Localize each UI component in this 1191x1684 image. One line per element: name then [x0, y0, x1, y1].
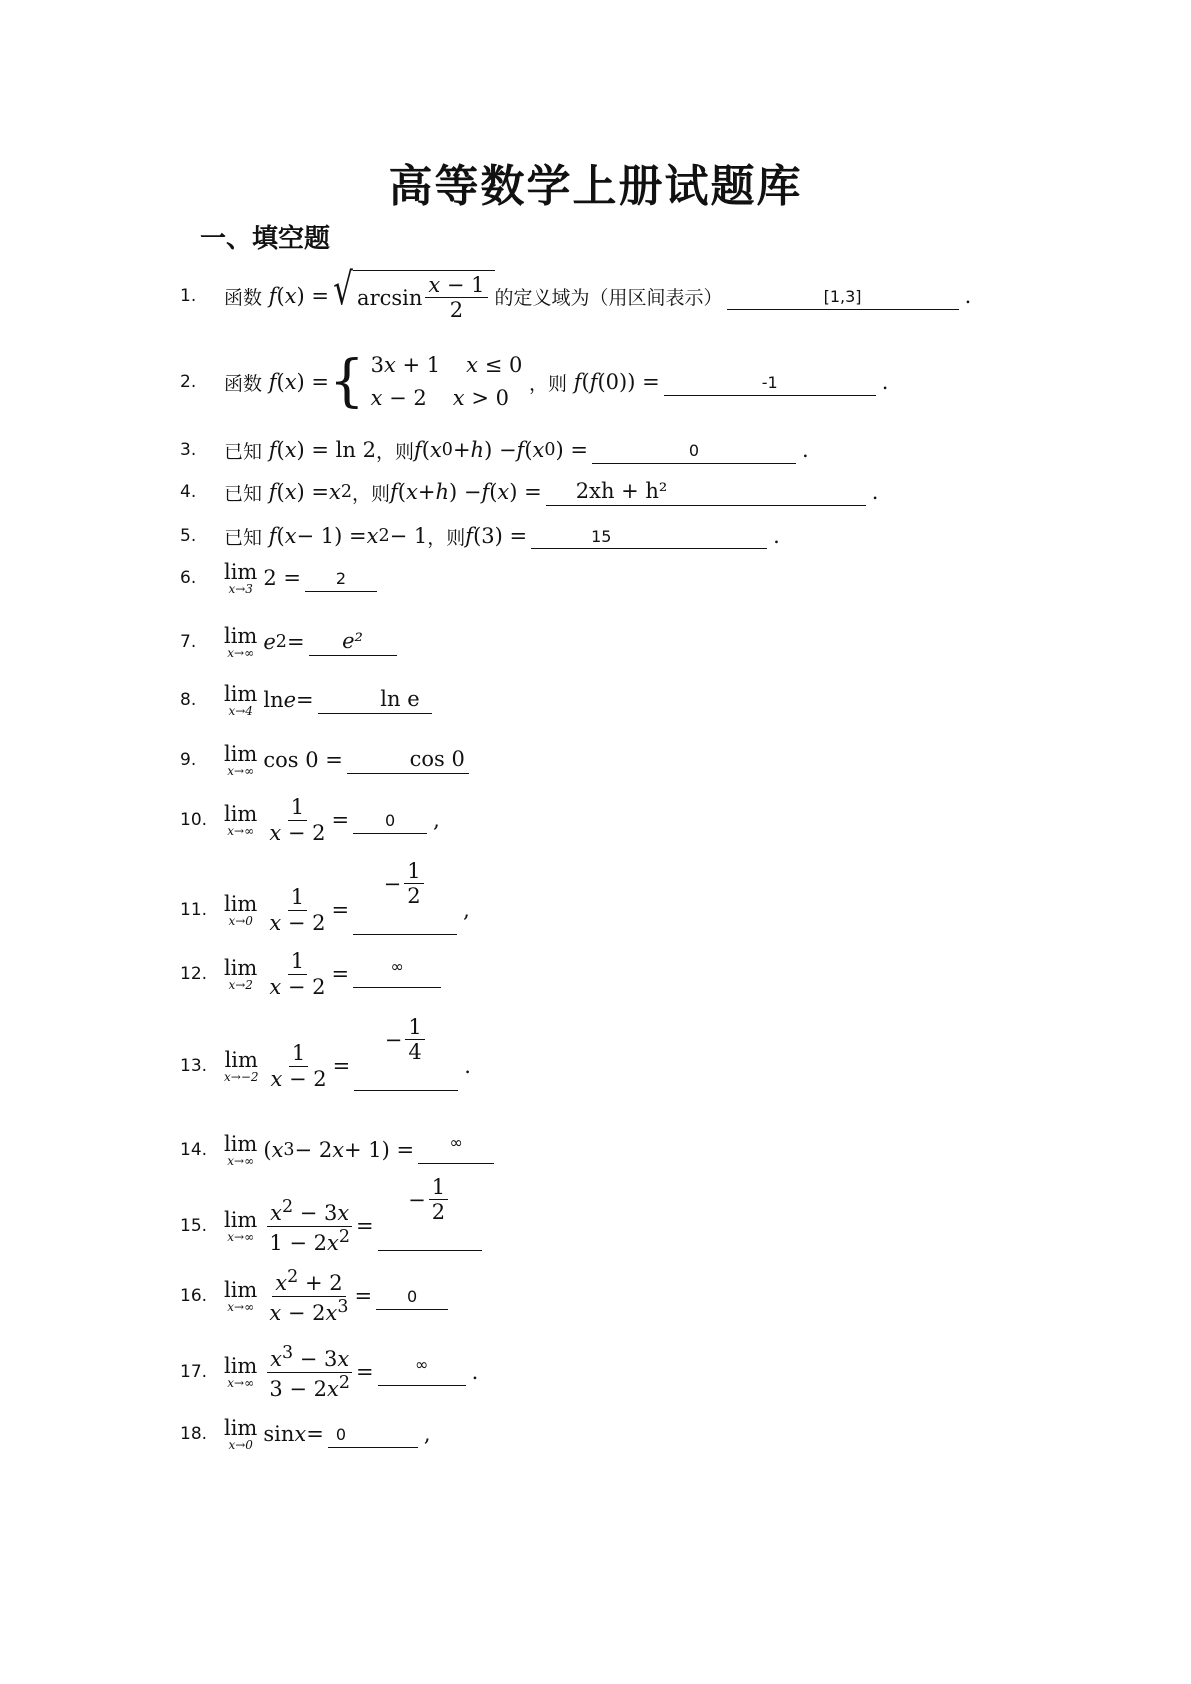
section-heading: 一、填空题 — [200, 224, 331, 254]
question-8: 8. lim x→4 ln e = ln e — [180, 670, 436, 730]
question-number: 8. — [180, 690, 197, 710]
answer-text: ∞ — [390, 956, 404, 976]
answer-numerator: 1 — [429, 1175, 448, 1200]
answer-blank[interactable] — [309, 629, 397, 656]
sqrt-expression: √ arcsin $\frac{x - 1}{2}$ — [329, 270, 495, 322]
answer-blank[interactable] — [546, 479, 866, 506]
answer-blank[interactable]: − $\frac{1}{2}$ — [353, 885, 457, 935]
answer-blank[interactable] — [378, 1354, 466, 1386]
answer-blank[interactable] — [318, 687, 432, 714]
question-number: 5. — [180, 526, 197, 546]
answer-text: ∞ — [449, 1132, 463, 1152]
question-number: 4. — [180, 482, 197, 502]
answer-blank[interactable] — [664, 369, 876, 396]
question-17: 17. lim x→∞ $\frac{x^3 - 3x}{3 - 2x^2}$ = ∞ . — [180, 1343, 479, 1401]
answer-blank[interactable]: − $\frac{1}{4}$ — [354, 1041, 458, 1091]
question-4: 4. 已知 f ( x ) = x 2 ，则 f ( x + h ) − f ( x ) = 2xh + h² . — [180, 478, 879, 505]
answer-text: 0 — [385, 810, 396, 830]
answer-blank[interactable] — [592, 437, 796, 464]
question-number: 2. — [180, 372, 197, 392]
question-number: 14. — [180, 1140, 208, 1160]
question-number: 10. — [180, 810, 208, 830]
answer-text: e² — [342, 628, 363, 653]
answer-denominator: 4 — [408, 1040, 422, 1064]
question-number: 7. — [180, 632, 197, 652]
answer-text: 15 — [591, 527, 612, 546]
question-1: 1. 函数 f ( x ) = √ arcsin $\frac{x - 1}{2}$ 的定义域为（用区间表示） [1,3] . — [180, 263, 972, 322]
answer-text: ∞ — [414, 1354, 429, 1374]
answer-text: [1,3] — [823, 286, 862, 306]
answer-text: ln e — [380, 686, 420, 711]
question-5: 5. 已知 f ( x − 1) = x 2 − 1 ，则 f (3) = 15 . — [180, 524, 780, 549]
answer-blank[interactable] — [376, 1283, 448, 1310]
question-18: 18. lim x→0 sin x = 0 , — [180, 1415, 431, 1452]
answer-blank[interactable] — [353, 807, 427, 834]
answer-numerator: 1 — [404, 859, 423, 884]
answer-blank[interactable] — [418, 1132, 494, 1164]
question-6: 6. lim x→3 2 = 2 — [180, 548, 381, 608]
question-16: 16. lim x→∞ $\frac{x^2 + 2}{x - 2x^3}$ = 0 — [180, 1266, 452, 1326]
question-7: 7. lim x→∞ e 2 = e² — [180, 612, 401, 672]
answer-numerator: 1 — [405, 1015, 424, 1040]
piecewise-function: { 3x + 1 x ≤ 0 x − 2 x > 0 — [329, 349, 523, 414]
question-number: 15. — [180, 1216, 208, 1236]
question-number: 6. — [180, 568, 197, 588]
page-title: 高等数学上册试题库 — [388, 161, 803, 212]
answer-denominator: 2 — [407, 884, 421, 908]
answer-blank[interactable]: − $\frac{1}{2}$ — [378, 1201, 482, 1251]
question-14: 14. lim x→∞ ( x 3 − 2 x + 1) = ∞ — [180, 1120, 498, 1180]
answer-blank[interactable] — [347, 747, 469, 774]
answer-blank[interactable] — [531, 523, 767, 549]
answer-blank[interactable] — [328, 1421, 418, 1448]
answer-text: -1 — [761, 372, 778, 392]
answer-text: 0 — [688, 440, 700, 460]
question-3: 3. 已知 f ( x ) = ln 2 ，则 f ( x 0 + h ) − f ( x 0 ) = 0 . — [180, 438, 809, 463]
question-number: 16. — [180, 1286, 208, 1306]
question-13: 13. lim x→−2 $\frac{1}{x - 2}$ = − $\frac{1}{4}$ . — [180, 1014, 471, 1091]
question-number: 17. — [180, 1362, 208, 1382]
answer-text: 2xh + h² — [575, 478, 668, 503]
question-15: 15. lim x→∞ $\frac{x^2 - 3x}{1 - 2x^2}$ = − $\frac{1}{2}$ — [180, 1196, 486, 1256]
answer-blank[interactable] — [727, 283, 959, 310]
answer-text: cos 0 — [409, 746, 465, 771]
answer-text: 0 — [335, 1424, 347, 1444]
question-number: 11. — [180, 900, 208, 920]
question-10: 10. lim x→∞ $\frac{1}{x - 2}$ = 0 , — [180, 795, 440, 845]
answer-blank[interactable] — [305, 565, 377, 592]
question-number: 13. — [180, 1056, 208, 1076]
question-text: 的定义域为（用区间表示） — [494, 286, 723, 309]
answer-blank[interactable] — [353, 956, 441, 988]
question-12: 12. lim x→2 $\frac{1}{x - 2}$ = ∞ — [180, 944, 445, 1004]
question-text: 函数 — [224, 372, 263, 395]
question-9: 9. lim x→∞ cos 0 = cos 0 — [180, 730, 473, 790]
question-11: 11. lim x→0 $\frac{1}{x - 2}$ = − $\frac{1}{2}$ , — [180, 858, 470, 935]
question-number: 18. — [180, 1424, 208, 1444]
question-number: 9. — [180, 750, 197, 770]
answer-text: 0 — [407, 1286, 418, 1306]
question-number: 1. — [180, 286, 197, 306]
question-2: 2. 函数 f ( x ) = { 3x + 1 x ≤ 0 x − 2 x > 0 ，则 f ( f (0)) = -1 . — [180, 349, 889, 414]
question-number: 12. — [180, 964, 208, 984]
answer-denominator: 2 — [431, 1200, 446, 1224]
question-text: 函数 — [224, 286, 263, 309]
answer-text: 2 — [335, 568, 347, 588]
question-number: 3. — [180, 440, 197, 460]
